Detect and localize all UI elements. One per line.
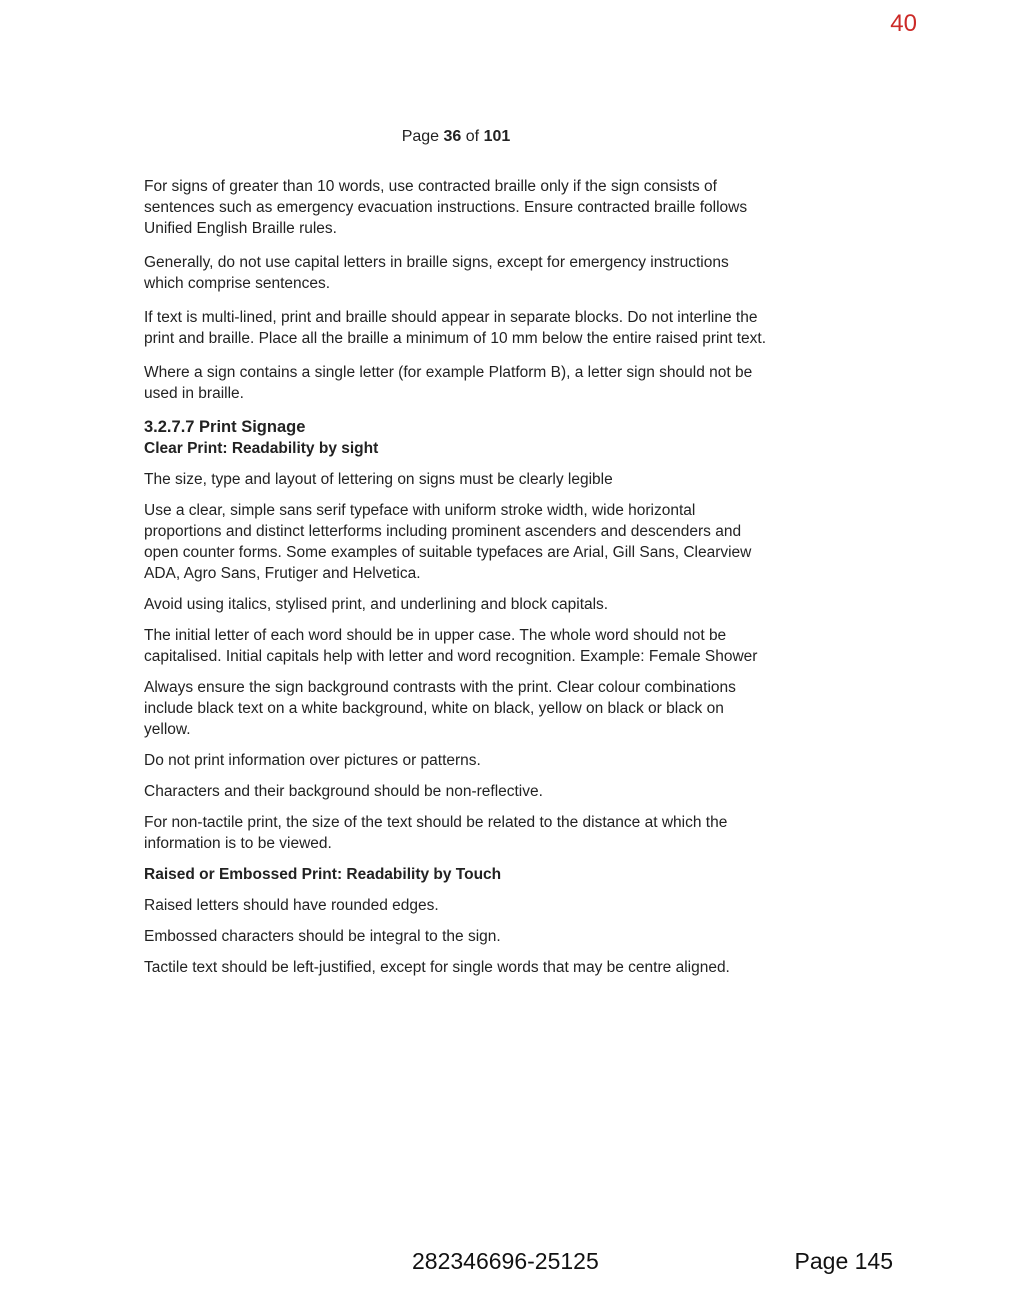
page-current: 36: [443, 128, 462, 145]
paragraph-avoid-italics: Avoid using italics, stylised print, and underlining and block capitals.: [144, 596, 609, 613]
paragraph-contrast: Always ensure the sign background contrasts with the print. Clear colour combinations include black text on a white background, white on black, yellow on black or black on yellow.: [144, 679, 736, 738]
paragraph-initial-letter: The initial letter of each word should be in upper case. The whole word should not be capitalised. Initial capitals help with letter and word recognition. Example: Female Shower: [144, 627, 758, 665]
subheading-clear-print: Clear Print: Readability by sight: [144, 440, 379, 457]
page-number-header: [0, 128, 912, 146]
footer-document-id: 282346696-25125: [412, 1248, 599, 1274]
page-word: Page: [401, 128, 440, 145]
paragraph-no-patterns: Do not print information over pictures or patterns.: [144, 752, 481, 769]
paragraph-embossed: Embossed characters should be integral to the sign.: [144, 928, 501, 945]
of-word: of: [465, 128, 480, 145]
footer-page-number: Page 145: [794, 1248, 893, 1274]
paragraph-typeface: Use a clear, simple sans serif typeface with uniform stroke width, wide horizontal proportions and distinct letterforms including prominent ascenders and descenders and open counter forms. Some examples of suitable typefaces are Arial, Gill Sans, Clearview ADA, Agro Sans, Frutiger and Helvetica.: [144, 502, 752, 582]
page-total: 101: [483, 128, 511, 145]
paragraph-viewing-distance: For non-tactile print, the size of the text should be related to the distance at which the information is to be viewed.: [144, 814, 728, 852]
paragraph-capital-letters: Generally, do not use capital letters in braille signs, except for emergency instructions which comprise sentences.: [144, 254, 729, 292]
subheading-raised-print: Raised or Embossed Print: Readability by Touch: [144, 866, 502, 883]
paragraph-left-justified: Tactile text should be left-justified, except for single words that may be centre aligned.: [144, 959, 730, 976]
section-heading: 3.2.7.7 Print Signage: [144, 418, 306, 436]
paragraph-multi-lined: If text is multi-lined, print and braille should appear in separate blocks. Do not interline the print and braille. Place all the braille a minimum of 10 mm below the entire raised print text.: [144, 309, 767, 347]
paragraph-rounded-edges: Raised letters should have rounded edges.: [144, 897, 439, 914]
paragraph-non-reflective: Characters and their background should be non-reflective.: [144, 783, 543, 800]
paragraph-legible: The size, type and layout of lettering on signs must be clearly legible: [144, 471, 613, 488]
page-stamp-number: 40: [890, 10, 917, 37]
document-body: [144, 176, 772, 988]
paragraph-single-letter: Where a sign contains a single letter (for example Platform B), a letter sign should not be used in braille.: [144, 364, 753, 402]
paragraph-contracted-braille: For signs of greater than 10 words, use contracted braille only if the sign consists of sentences such as emergency evacuation instructions. Ensure contracted braille follows Unified English Braille rules.: [144, 178, 748, 237]
